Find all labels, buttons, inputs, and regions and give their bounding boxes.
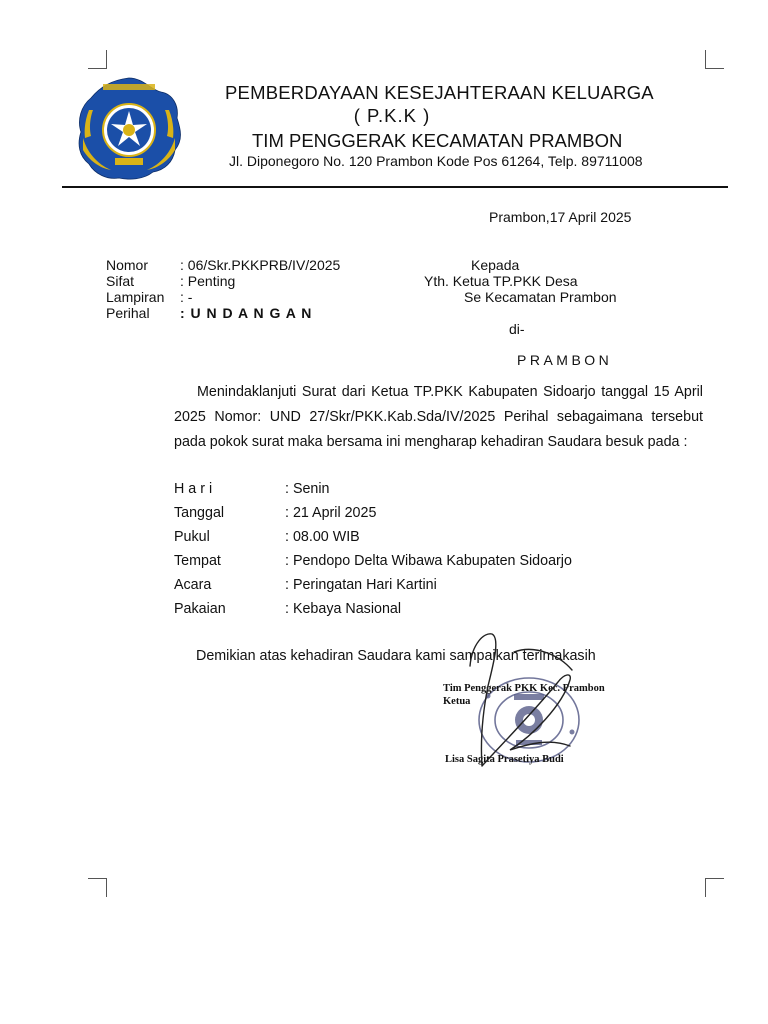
closing-sentence: Demikian atas kehadiran Saudara kami sampaikan terimakasih — [196, 648, 596, 664]
org-name-line-3: TIM PENGGERAK KECAMATAN PRAMBON — [252, 130, 623, 151]
detail-value: : 08.00 WIB — [285, 529, 360, 545]
meta-value: : Penting — [180, 273, 236, 289]
crop-mark-bottom-left — [88, 878, 107, 897]
body-paragraph: Menindaklanjuti Surat dari Ketua TP.PKK Kabupaten Sidoarjo tanggal 15 April 2025 Nomor: UND 27/Skr/PKK.Kab.Sda/IV/2025 Perihal sebagaimana tersebut pada pokok surat maka bersama ini mengharap kehadiran Saudara besuk pada : — [174, 384, 703, 450]
detail-label: H a r i — [174, 481, 213, 497]
meta-label: Perihal — [106, 305, 150, 321]
signature-title: Ketua — [443, 696, 471, 707]
detail-value: : 21 April 2025 — [285, 505, 377, 521]
detail-label: Pukul — [174, 529, 210, 545]
crop-mark-top-right — [705, 50, 724, 69]
handwritten-signature — [440, 626, 600, 796]
meta-label: Lampiran — [106, 289, 165, 305]
meta-value: : - — [180, 289, 193, 305]
recipient-kepada: Kepada — [471, 257, 520, 273]
meta-label: Nomor — [106, 257, 149, 273]
recipient-yth: Yth. Ketua TP.PKK Desa — [424, 273, 578, 289]
detail-label: Tanggal — [174, 505, 225, 521]
org-name-line-2: ( P.K.K ) — [353, 105, 431, 126]
recipient-se: Se Kecamatan Prambon — [464, 289, 617, 305]
meta-value: : U N D A N G A N — [180, 305, 313, 321]
detail-value: : Senin — [285, 481, 330, 497]
detail-label: Tempat — [174, 553, 221, 569]
recipient-city: PRAMBON — [517, 352, 613, 368]
recipient-di: di- — [509, 321, 525, 337]
signatory-name: Lisa Sagita Prasetiya Budi — [445, 754, 564, 765]
letterhead-divider — [62, 186, 728, 188]
pkk-logo-icon — [74, 75, 184, 185]
detail-label: Pakaian — [174, 601, 226, 617]
detail-value: : Pendopo Delta Wibawa Kabupaten Sidoarjo — [285, 553, 572, 569]
meta-label: Sifat — [106, 273, 135, 289]
detail-value: : Kebaya Nasional — [285, 601, 402, 617]
signature-org: Tim Penggerak PKK Kec. Prambon — [443, 683, 605, 694]
org-name-line-1: PEMBERDAYAAN KESEJAHTERAAN KELUARGA — [225, 82, 654, 103]
crop-mark-top-left — [88, 50, 107, 69]
detail-label: Acara — [174, 577, 212, 593]
org-address: Jl. Diponegoro No. 120 Prambon Kode Pos 61264, Telp. 89711008 — [229, 153, 643, 169]
crop-mark-bottom-right — [705, 878, 724, 897]
place-and-date: Prambon,17 April 2025 — [489, 209, 632, 225]
detail-value: : Peringatan Hari Kartini — [285, 577, 437, 593]
meta-value: : 06/Skr.PKKPRB/IV/2025 — [180, 257, 341, 273]
